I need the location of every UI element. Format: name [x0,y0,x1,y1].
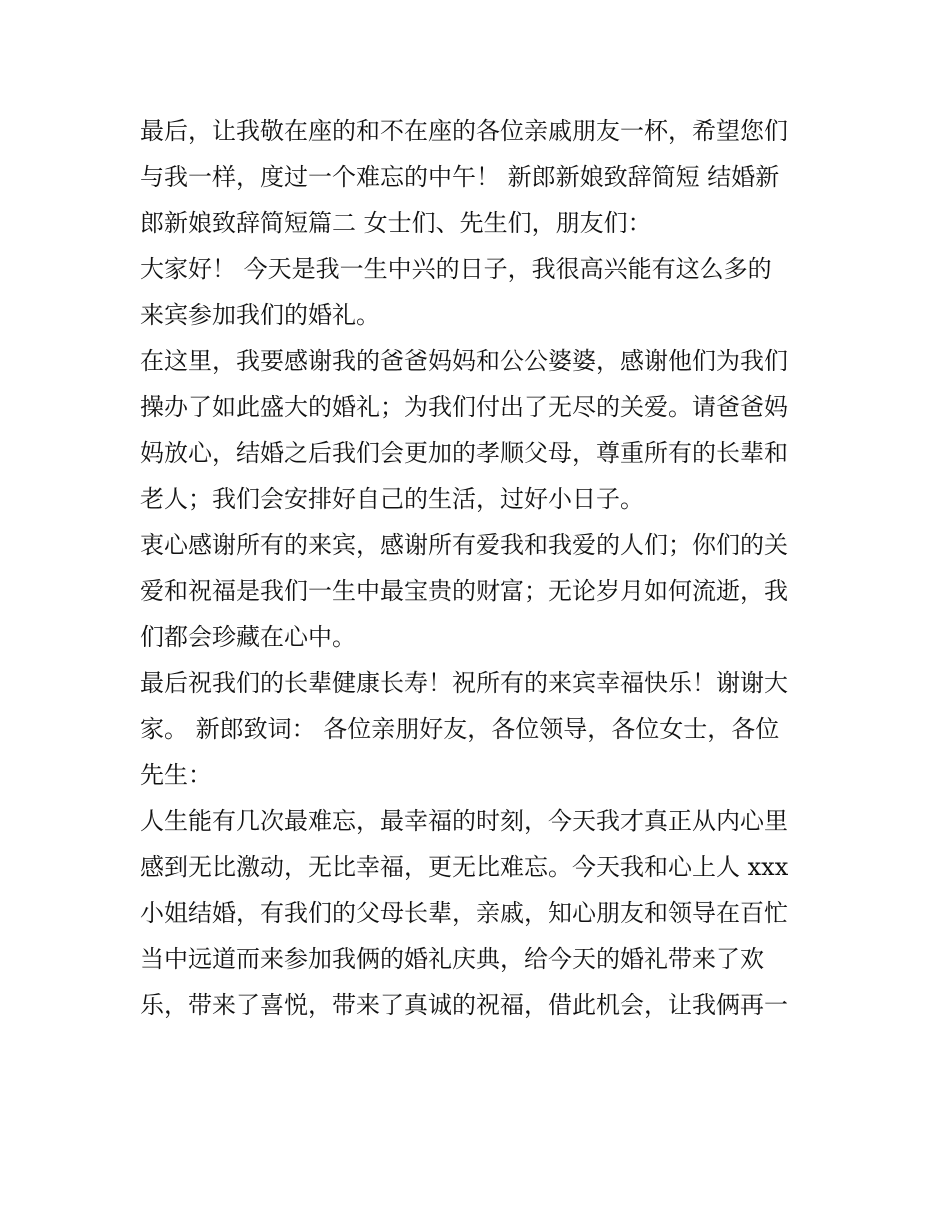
text-line: 来宾参加我们的婚礼。 [140,301,380,329]
text-line: 们都会珍藏在心中。 [140,623,356,651]
text-line: 最后祝我们的长辈健康长寿！祝所有的来宾幸福快乐！谢谢大 [140,669,788,697]
document-text [140,108,820,1028]
text-line: 操办了如此盛大的婚礼；为我们付出了无尽的关爱。请爸爸妈 [140,393,788,421]
text-line: 衷心感谢所有的来宾，感谢所有爱我和我爱的人们；你们的关 [140,531,788,559]
text-line: 家。 新郎致词： 各位亲朋好友，各位领导，各位女士，各位 [140,715,780,743]
text-line: 乐，带来了喜悦，带来了真诚的祝福，借此机会，让我俩再一 [140,991,788,1019]
text-line: 最后，让我敬在座的和不在座的各位亲戚朋友一杯，希望您们 [140,117,788,145]
text-line: 小姐结婚，有我们的父母长辈，亲戚，知心朋友和领导在百忙 [140,899,788,927]
text-line: 与我一样，度过一个难忘的中午！ 新郎新娘致辞简短 结婚新 [140,163,780,191]
text-line: 郎新娘致辞简短篇二 女士们、先生们，朋友们： [140,209,652,237]
text-line: 人生能有几次最难忘，最幸福的时刻，今天我才真正从内心里 [140,807,788,835]
text-line: 在这里，我要感谢我的爸爸妈妈和公公婆婆，感谢他们为我们 [140,347,788,375]
text-line: 妈放心，结婚之后我们会更加的孝顺父母，尊重所有的长辈和 [140,439,788,467]
text-line: 先生： [140,761,212,789]
text-line: 感到无比激动，无比幸福，更无比难忘。今天我和心上人 xxx [140,853,789,881]
text-line: 爱和祝福是我们一生中最宝贵的财富；无论岁月如何流逝，我 [140,577,788,605]
text-line: 老人；我们会安排好自己的生活，过好小日子。 [140,485,644,513]
text-line: 当中远道而来参加我俩的婚礼庆典，给今天的婚礼带来了欢 [140,945,764,973]
text-line: 大家好！ 今天是我一生中兴的日子，我很高兴能有这么多的 [140,255,772,283]
